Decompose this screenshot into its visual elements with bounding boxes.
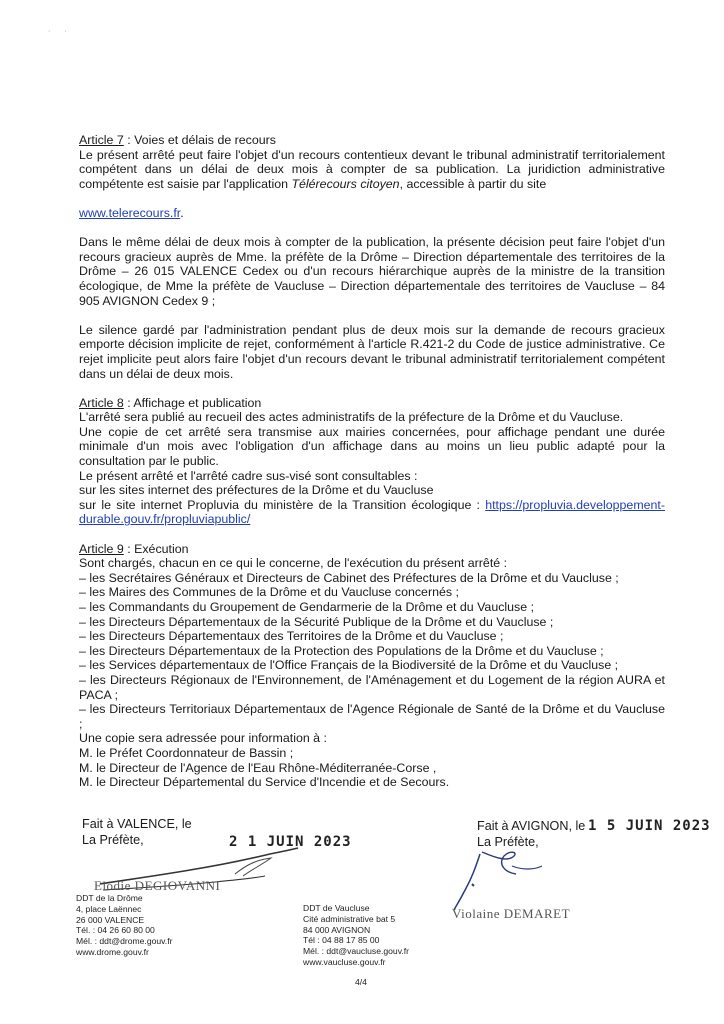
article-8-paragraph-2: Une copie de cet arrêté sera transmise aux mairies concernées, pour affichage pendant une durée minimale d'un mois avec l'obligation d'un affichage dans au moins un lieu public adapté pour la consultation par le public. xyxy=(79,424,665,469)
copy-list xyxy=(79,746,665,790)
propluvia-link[interactable]: https://propluvia.developpement-durable.gouv.fr/propluviapublic/ xyxy=(79,497,665,527)
address-line: Mél. : ddt@drome.gouv.fr xyxy=(76,936,173,947)
signature-place-avignon: Fait à AVIGNON, le xyxy=(477,819,586,833)
address-line: 84 000 AVIGNON xyxy=(303,924,371,935)
article-8-paragraph-5 xyxy=(79,498,665,527)
date-stamp-right: 1 5 JUIN 2023 xyxy=(588,818,711,834)
list-item: – les Maires des Communes de la Drôme et du Vaucluse concernés ; xyxy=(79,585,459,600)
article-9-heading xyxy=(79,542,665,557)
address-line: Tél. : 04 26 60 80 00 xyxy=(76,925,155,936)
article-9-number: Article 9 xyxy=(79,541,124,556)
signature-block-vaucluse xyxy=(477,818,585,850)
address-block-ddt-vaucluse xyxy=(303,903,409,968)
article-9-title: : Exécution xyxy=(123,541,189,556)
article-8-number: Article 8 xyxy=(79,395,124,410)
article-8-paragraph-1: L'arrêté sera publié au recueil des actes administratifs de la préfecture de la Drôme et du Vaucluse. xyxy=(79,410,624,425)
handwritten-signature-right xyxy=(452,848,562,912)
article-7-heading xyxy=(79,133,665,148)
list-item: – les Directeurs Territoriaux Départementaux de l'Agence Régionale de Santé de la Drôme et du Vaucluse ; xyxy=(79,702,665,731)
article-7-paragraph-2: Dans le même délai de deux mois à compter de la publication, la présente décision peut faire l'objet d'un recours gracieux auprès de Mme. la préfète de la Drôme – Direction départementale des territoires de la Drôme – 26 015 VALENCE Cedex ou d'un recours hiérarchique auprès de la ministre de la transition écologique, de Mme la préfète de Vaucluse – Direction départementale des territoires de Vaucluse – 84 905 AVIGNON Cedex 9 ; xyxy=(79,235,665,308)
address-line: Mél. : ddt@vaucluse.gouv.fr xyxy=(303,946,410,957)
list-item: M. le Directeur Départemental du Service d'Incendie et de Secours. xyxy=(79,775,450,790)
article-8-title: : Affichage et publication xyxy=(123,395,262,410)
article-7-title: : Voies et délais de recours xyxy=(123,133,276,147)
date-stamp-left: 2 1 JUIN 2023 xyxy=(229,834,352,850)
address-line: www.vaucluse.gouv.fr xyxy=(303,956,386,967)
list-item: – les Directeurs Départementaux de la Protection des Populations de la Drôme et du Vaucluse ; xyxy=(79,643,604,658)
article-7-paragraph-3: Le silence gardé par l'administration pendant plus de deux mois sur la demande de recours gracieux emporte décision implicite de rejet, conformément à l'article R.421-2 du Code de justice administrative. Ce rejet implicite peut alors faire l'objet d'un recours devant le tribunal administratif territorialement compétent dans un délai de deux mois. xyxy=(79,322,665,381)
signature-role-left: La Préfète, xyxy=(82,833,144,847)
list-item: – les Commandants du Groupement de Gendarmerie de la Drôme et du Vaucluse ; xyxy=(79,600,535,614)
scan-corner-marks: · · xyxy=(48,28,73,35)
address-line: 26 000 VALENCE xyxy=(76,914,145,925)
address-line: DDT de la Drôme xyxy=(76,893,143,903)
signatory-name-left: Elodie DEGIOVANNI xyxy=(94,878,221,893)
document-body xyxy=(79,133,665,790)
telerecours-app-name: Télérecours citoyen xyxy=(291,176,400,191)
address-line: DDT de Vaucluse xyxy=(303,903,370,913)
signature-place-valence: Fait à VALENCE, le xyxy=(82,817,192,831)
page-number: 4/4 xyxy=(355,977,367,987)
article-7-p1-text: Le présent arrêté peut faire l'objet d'un recours contentieux devant le tribunal administratif territorialement compétent dans un délai de deux mois à compter de sa publication. La juridiction administrative compétente est saisie par l'application xyxy=(79,147,665,191)
article-8-heading xyxy=(79,396,665,411)
list-item: – les Services départementaux de l'Office Français de la Biodiversité de la Drôme et du Vaucluse ; xyxy=(79,658,619,673)
telerecours-link[interactable]: www.telerecours.fr xyxy=(79,205,181,220)
list-item: M. le Préfet Coordonnateur de Bassin ; xyxy=(79,745,294,760)
article-7-paragraph-1 xyxy=(79,148,665,192)
article-7-number: Article 7 xyxy=(79,133,124,147)
address-block-ddt-drome xyxy=(76,893,172,958)
execution-list xyxy=(79,571,665,732)
list-item: – les Directeurs Régionaux de l'Environnement, de l'Aménagement et du Logement de la région AURA et PACA ; xyxy=(79,672,665,702)
list-item: – les Directeurs Départementaux des Territoires de la Drôme et du Vaucluse ; xyxy=(79,629,504,644)
address-line: 4, place Laënnec xyxy=(76,903,142,914)
list-item: – les Secrétaires Généraux et Directeurs de Cabinet des Préfectures de la Drôme et du Vaucluse ; xyxy=(79,570,619,585)
article-8-paragraph-4: sur les sites internet des préfectures de la Drôme et du Vaucluse xyxy=(79,483,434,498)
telerecours-link-end: . xyxy=(180,205,184,220)
telerecours-link-line xyxy=(79,206,665,221)
address-line: Cité administrative bat 5 xyxy=(303,913,396,924)
list-item: M. le Directeur de l'Agence de l'Eau Rhône-Méditerranée-Corse , xyxy=(79,760,437,775)
article-7-p1-end: , accessible à partir du site xyxy=(399,176,547,191)
address-line: Tél : 04 88 17 85 00 xyxy=(303,935,380,946)
address-line: www.drome.gouv.fr xyxy=(76,946,149,957)
signatory-name-right: Violaine DEMARET xyxy=(452,906,571,921)
article-9-intro: Sont chargés, chacun en ce qui le concerne, de l'exécution du présent arrêté : xyxy=(79,556,508,571)
list-item: – les Directeurs Départementaux de la Sécurité Publique de la Drôme et du Vaucluse ; xyxy=(79,614,554,629)
propluvia-text: sur le site internet Propluvia du ministère de la Transition écologique : xyxy=(79,497,486,512)
copy-intro: Une copie sera adressée pour information à : xyxy=(79,731,327,746)
signature-role-right: La Préfète, xyxy=(477,835,539,849)
article-8-paragraph-3: Le présent arrêté et l'arrêté cadre sus-visé sont consultables : xyxy=(79,468,418,483)
